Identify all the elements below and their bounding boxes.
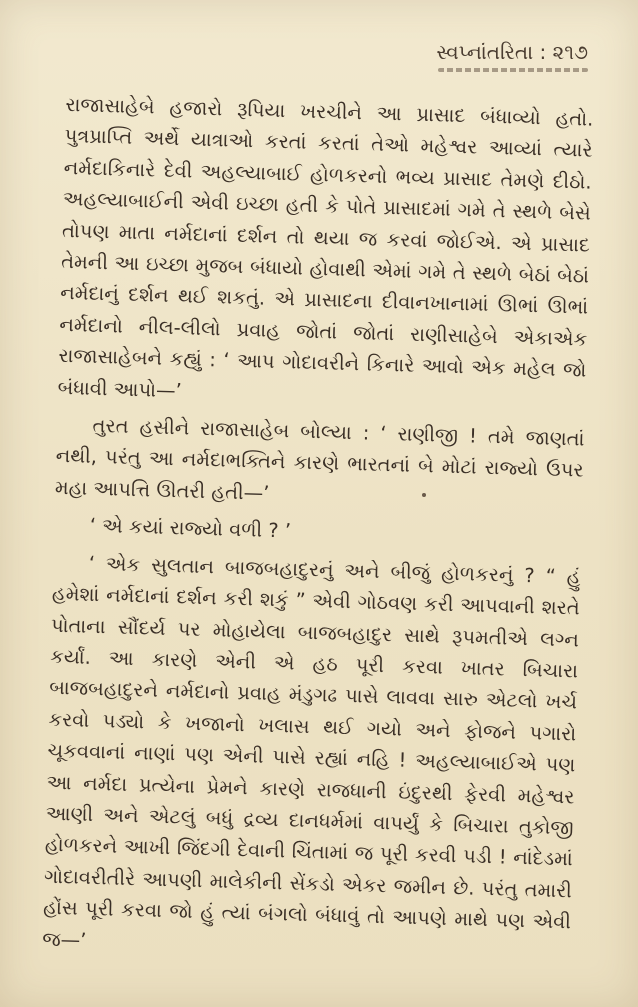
paragraph-1: રાજાસાહેબે હજારો રૂપિયા ખરચીને આ પ્રાસાદ બંધાવ્યો હતો. પુત્રપ્રાપ્તિ અર્થે યાત્રાઓ કરતાં કરતાં તેઓ મહેશ્વર આવ્યાં ત્યારે નર્મદાકિનારે દેવી અહલ્યાબાઈ હોળકરનો ભવ્ય પ્રાસાદ તેમણે દીઠો. અહલ્યાબાઈની એવી ઇચ્છા હતી કે પોતે પ્રાસાદમાં ગમે તે સ્થળે બેસે તોપણ માતા નર્મદાનાં દર્શન તો થયા જ કરવાં જોઈએ. એ પ્રાસાદ તેમની આ ઇચ્છા મુજબ બંધાયો હોવાથી એમાં ગમે તે સ્થળે બેઠાં બેઠાં નર્મદાનું દર્શન થઈ શકતું. એ પ્રાસાદના દીવાનખાનામાં ઊભાં ઊભાં નર્મદાનો નીલ-લીલો પ્રવાહ જોતાં જોતાં રાણીસાહેબે એકાએક રાજાસાહેબને કહ્યું : ‘ આપ ગોદાવરીને કિનારે આવો એક મહેલ જો બંધાવી આપો—’ <box>57 92 594 403</box>
paragraph-4: ‘ એક સુલતાન બાજબહાદુરનું અને બીજું હોળકરનું ? “ હું હમેશાં નર્મદાનાં દર્શન કરી શકું ” એવી ગોઠવણ કરી આપવાની શરતે પોતાના સૌંદર્ય પર મોહાયેલા બાજબહાદુર સાથે રૂપમતીએ લગ્ન કર્યાં. આ કારણે એની એ હઠ પૂરી કરવા ખાતર બિચારા બાજબહાદુરને નર્મદાનો પ્રવાહ મંડુગઢ પાસે લાવવા સારુ એટલો ખર્ચ કરવો પડ્યો કે ખજાનો ખલાસ થઈ ગયો અને ફોજને પગારો ચૂકવવાનાં નાણાં પણ એની પાસે રહ્યાં નહિ ! અહલ્યાબાઈએ પણ આ નર્મદા પ્રત્યેના પ્રેમને કારણે રાજધાની ઇંદુરથી ફેરવી મહેશ્વર આણી અને એટલું બધું દ્રવ્ય દાનધર્મમાં વાપર્યું કે બિચારા તુકોજી હોળકરને આખી જિંદગી દેવાની ચિંતામાં જ પૂરી કરવી પડી ! નાંદેડમાં ગોદાવરીતીરે આપણી માલેકીની સેંકડો એકર જમીન છે. પરંતુ તમારી હોંસ પૂરી કરવા જો હું ત્યાં બંગલો બંધાવું તો આપણે માથે પણ એવી જ—’ <box>41 551 581 952</box>
running-title: સ્વપ્નાંતરિતા : ૨૧૭ <box>436 40 588 64</box>
paragraph-3: ‘ એ કયાં રાજ્યો વળી ? ’ <box>89 514 292 543</box>
paragraph-2: તુરત હસીને રાજાસાહેબ બોલ્યા : ‘ રાણીજી ! તમે જાણતાં નથી, પરંતુ આ નર્મદાભક્તિને કારણે ભારતનાં બે મોટાં રાજ્યો ઉપર મહા આપત્તિ ઊતરી હતી—’ <box>54 413 585 505</box>
body-text <box>42 89 594 969</box>
title-underline <box>438 68 588 72</box>
print-speck <box>422 493 426 497</box>
running-head <box>66 40 588 79</box>
